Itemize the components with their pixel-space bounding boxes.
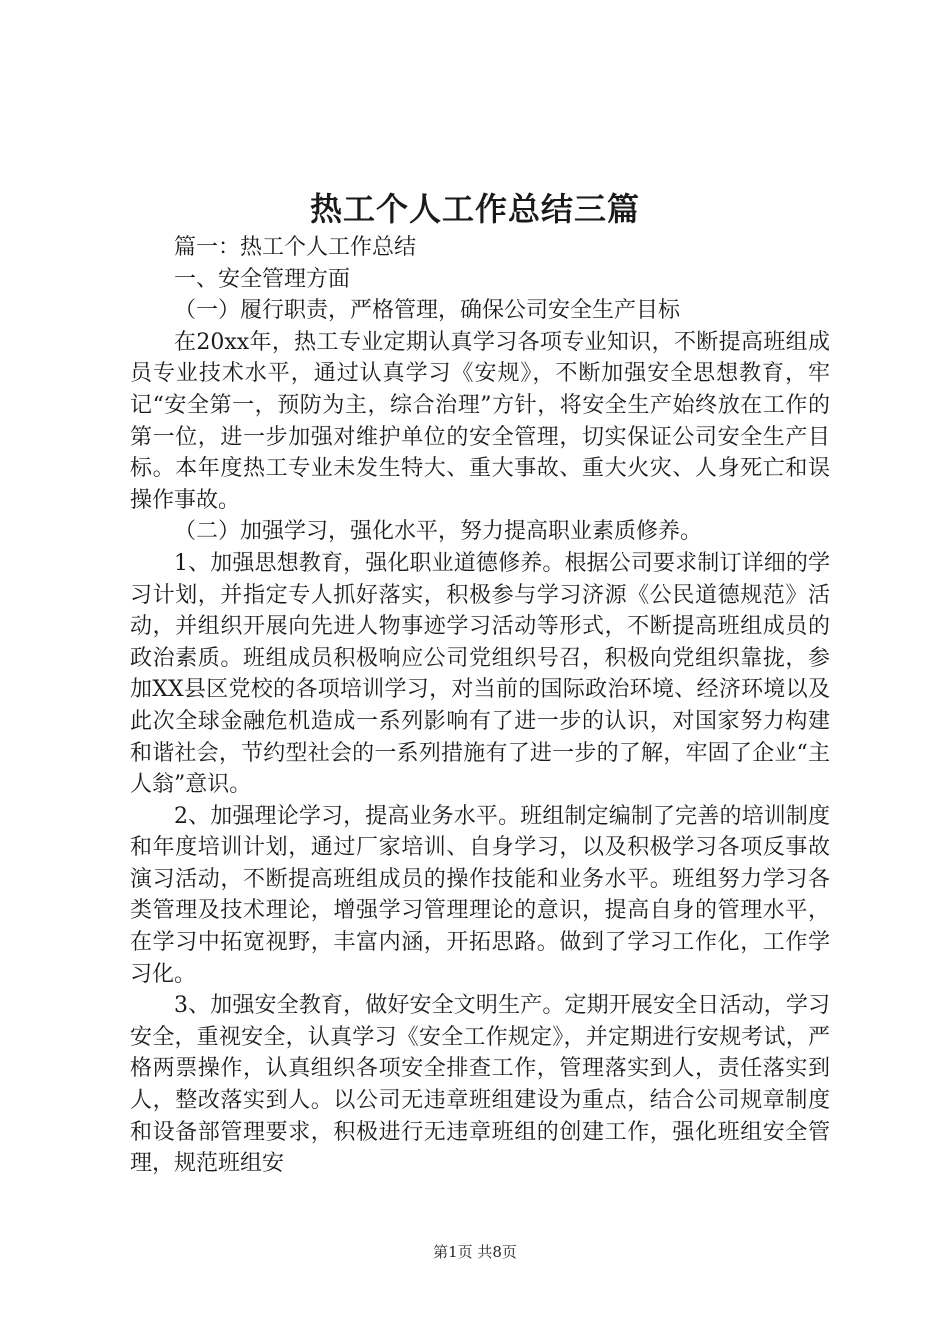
document-body (130, 232, 830, 1180)
body-paragraph: 在20xx年，热工专业定期认真学习各项专业知识，不断提高班组成员专业技术水平，通过认真学习《安规》，不断加强安全思想教育，牢记“安全第一，预防为主，综合治理”方针，将安全生产始终放在工作的第一位，进一步加强对维护单位的安全管理，切实保证公司安全生产目标。本年度热工专业未发生特大、重大事故、重大火灾、人身死亡和误操作事故。 (130, 329, 830, 513)
section-heading: 一、安全管理方面 (174, 266, 351, 292)
subsection-heading: （一）履行职责，严格管理，确保公司安全生产目标 (174, 298, 681, 324)
section-heading: 篇一：热工个人工作总结 (174, 235, 417, 260)
page-number-footer: 第1页 共8页 (433, 1243, 517, 1261)
subsection-heading: （二）加强学习，强化水平，努力提高职业素质修养。 (174, 519, 703, 545)
body-paragraph: 3、加强安全教育，做好安全文明生产。定期开展安全日活动，学习安全，重视安全，认真学习《安全工作规定》，并定期进行安规考试，严格两票操作，认真组织各项安全排查工作，管理落实到人，责任落实到人，整改落实到人。以公司无违章班组建设为重点，结合公司规章制度和设备部管理要求，积极进行无违章班组的创建工作，强化班组安全管理，规范班组安 (130, 993, 830, 1177)
document-title: 热工个人工作总结三篇 (309, 190, 640, 228)
body-paragraph: 2、加强理论学习，提高业务水平。班组制定编制了完善的培训制度和年度培训计划，通过厂家培训、自身学习，以及积极学习各项反事故演习活动，不断提高班组成员的操作技能和业务水平。班组努力学习各类管理及技术理论，增强学习管理理论的意识，提高自身的管理水平，在学习中拓宽视野，丰富内涵，开拓思路。做到了学习工作化，工作学习化。 (130, 803, 830, 987)
body-paragraph: 1、加强思想教育，强化职业道德修养。根据公司要求制订详细的学习计划，并指定专人抓好落实，积极参与学习济源《公民道德规范》活动，并组织开展向先进人物事迹学习活动等形式，不断提高班组成员的政治素质。班组成员积极响应公司党组织号召，积极向党组织靠拢，参加XX县区党校的各项培训学习，对当前的国际政治环境、经济环境以及此次全球金融危机造成一系列影响有了进一步的认识，对国家努力构建和谐社会，节约型社会的一系列措施有了进一步的了解，牢固了企业“主人翁”意识。 (130, 550, 830, 798)
